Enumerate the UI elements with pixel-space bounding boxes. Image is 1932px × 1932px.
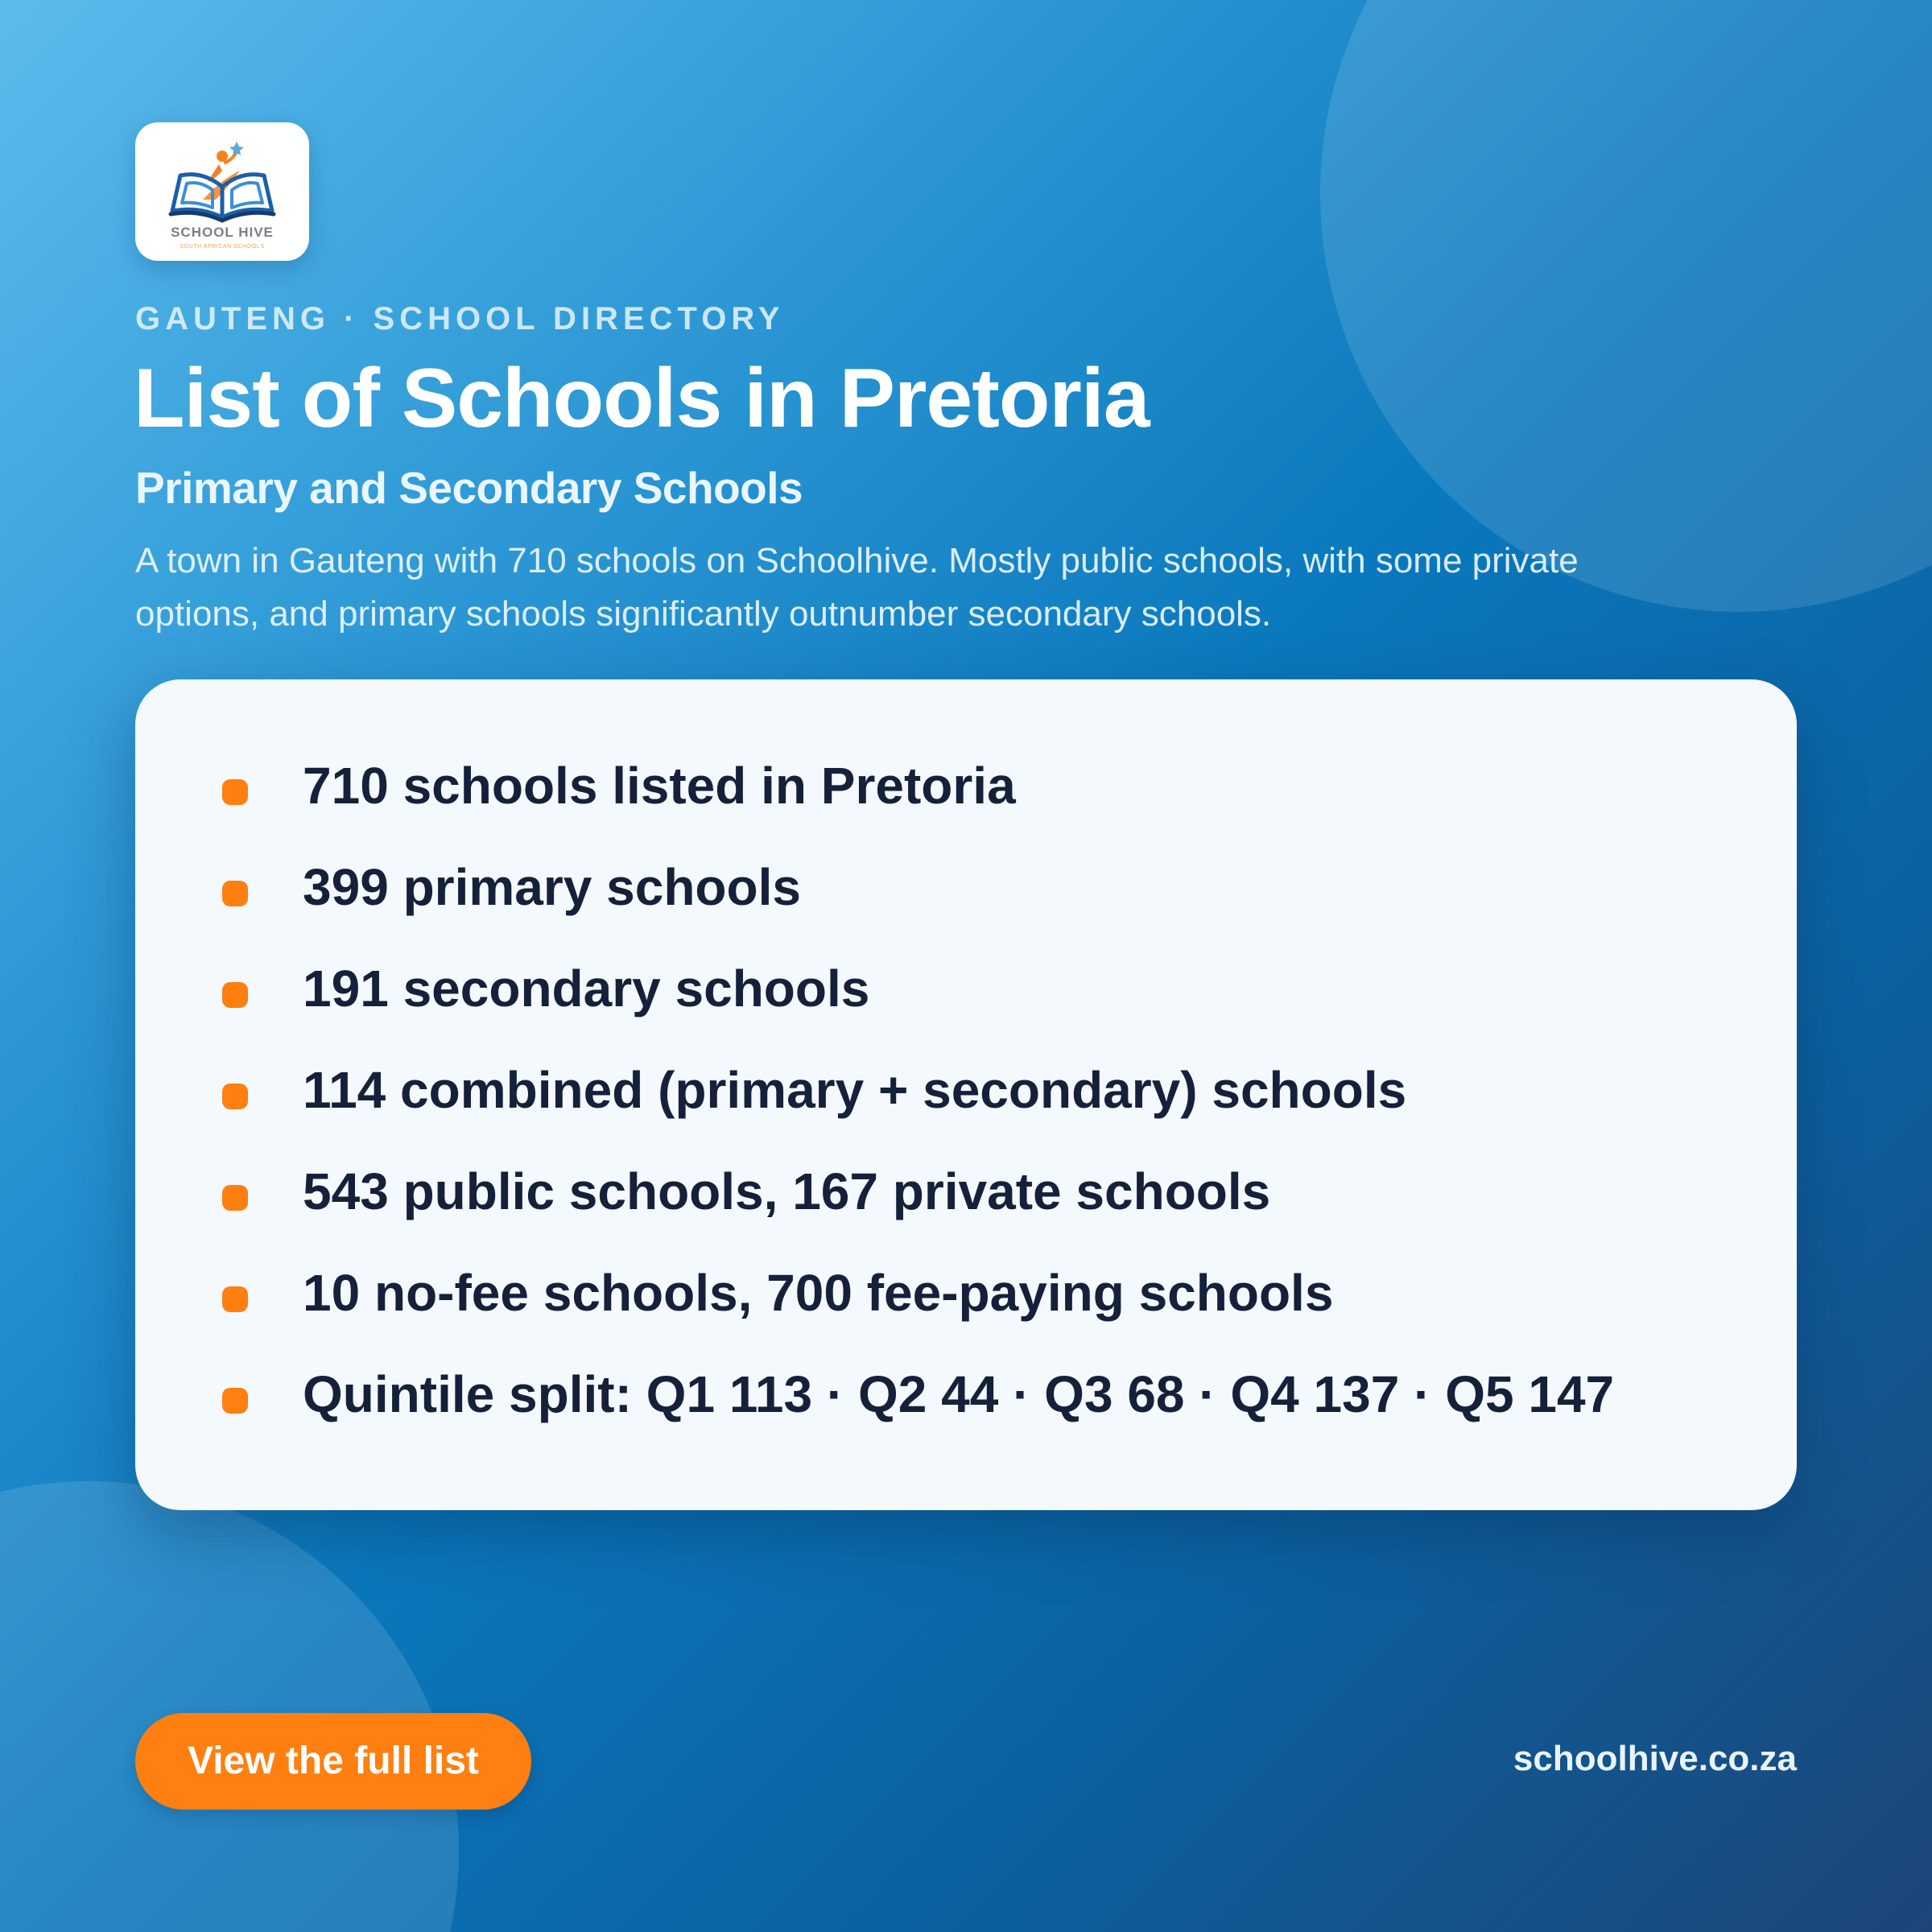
bullet-icon <box>222 779 248 805</box>
view-full-list-button[interactable]: View the full list <box>135 1713 531 1810</box>
bullet-icon <box>222 1084 248 1109</box>
fact-text: 399 primary schools <box>303 858 801 916</box>
list-item <box>222 1159 1614 1261</box>
list-item <box>222 1362 1614 1463</box>
facts-list <box>222 753 1614 1463</box>
bullet-icon <box>222 1286 248 1312</box>
bullet-icon <box>222 1185 248 1211</box>
fact-text: 114 combined (primary + secondary) schools <box>303 1061 1407 1119</box>
svg-text:SCHOOL HIVE: SCHOOL HIVE <box>171 225 274 240</box>
fact-text: 710 schools listed in Pretoria <box>303 757 1016 815</box>
page-title: List of Schools in Pretoria <box>134 352 1150 445</box>
list-item <box>222 1058 1614 1159</box>
open-book-logo-icon <box>135 122 309 261</box>
site-url-link[interactable]: schoolhive.co.za <box>1513 1739 1797 1778</box>
bullet-icon <box>222 881 248 906</box>
list-item <box>222 1261 1614 1362</box>
decorative-circle-bottom-left <box>0 1481 459 1932</box>
page-subtitle: Primary and Secondary Schools <box>135 463 803 513</box>
fact-text: Quintile split: Q1 113 · Q2 44 · Q3 68 · Q4 137 · Q5 147 <box>303 1365 1615 1423</box>
svg-text:SOUTH AFRICAN SCHOOLS: SOUTH AFRICAN SCHOOLS <box>180 244 265 250</box>
school-hive-logo <box>135 122 309 261</box>
list-item <box>222 956 1614 1058</box>
bullet-icon <box>222 1388 248 1414</box>
eyebrow-label: GAUTENG · SCHOOL DIRECTORY <box>135 301 785 336</box>
decorative-circle-top-right <box>1320 0 1932 612</box>
bullet-icon <box>222 982 248 1008</box>
fact-text: 191 secondary schools <box>303 960 870 1018</box>
list-item <box>222 753 1614 855</box>
fact-text: 10 no-fee schools, 700 fee-paying schools <box>303 1264 1334 1322</box>
facts-card <box>135 679 1797 1510</box>
fact-text: 543 public schools, 167 private schools <box>303 1162 1271 1220</box>
list-item <box>222 855 1614 956</box>
page-description: A town in Gauteng with 710 schools on Schoolhive. Mostly public schools, with some private options, and primary schools significantly outnumber secondary schools. <box>135 541 1579 634</box>
